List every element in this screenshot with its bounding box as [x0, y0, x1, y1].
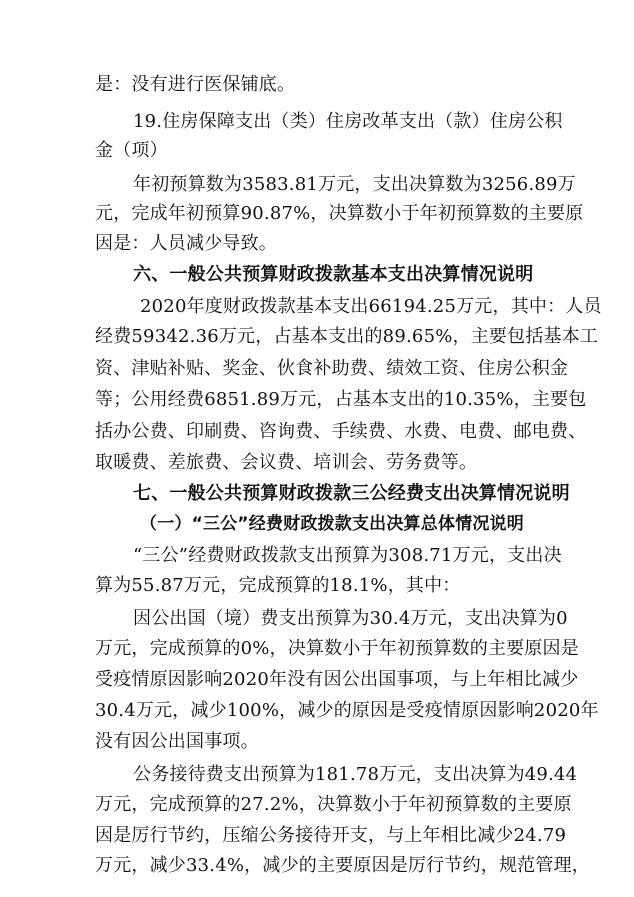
- text-line-24: 万元，完成预算的27.2%，决算数小于年初预算数的主要原: [95, 794, 572, 815]
- text-line-10: 资、津贴补贴、奖金、伙食补助费、绩效工资、住房公积金: [95, 358, 569, 379]
- text-line-21: 30.4万元，减少100%，减少的原因是受疫情原因影响2020年: [95, 700, 599, 721]
- text-line-12: 括办公费、印刷费、咨询费、手续费、水费、电费、邮电费、: [95, 421, 587, 442]
- text-line-26: 万元，减少33.4%，减少的主要原因是厉行节约，规范管理，: [95, 855, 590, 876]
- section-heading-7: 七、一般公共预算财政拨款三公经费支出决算情况说明: [133, 483, 570, 504]
- text-line-6: 因是：人员减少导致。: [95, 233, 277, 254]
- text-line-8: 2020年度财政拨款基本支出66194.25万元，其中：人员: [140, 296, 602, 317]
- text-line-22: 没有因公出国事项。: [95, 731, 259, 752]
- subsection-heading-1: （一）“三公”经费财政拨款支出决算总体情况说明: [140, 514, 524, 534]
- text-line-23: 公务接待费支出预算为181.78万元，支出决算为49.44: [133, 764, 578, 785]
- text-line-4: 年初预算数为3583.81万元，支出决算数为3256.89万: [133, 174, 576, 195]
- text-line-25: 因是厉行节约，压缩公务接待开支，与上年相比减少24.79: [95, 825, 567, 846]
- text-line-11: 等；公用经费6851.89万元，占基本支出的10.35%，主要包: [95, 389, 587, 410]
- text-line-5: 元，完成年初预算90.87%，决算数小于年初预算数的主要原: [95, 203, 584, 224]
- text-line-19: 万元，完成预算的0%，决算数小于年初预算数的主要原因是: [95, 638, 579, 659]
- text-line-13: 取暖费、差旅费、会议费、培训会、劳务费等。: [95, 452, 478, 473]
- text-line-3: 金（项）: [95, 140, 168, 161]
- text-line-16: “三公”经费财政拨款支出预算为308.71万元，支出决: [133, 545, 562, 566]
- text-line-18: 因公出国（境）费支出预算为30.4万元，支出决算为0: [133, 608, 568, 629]
- text-line-9: 经费59342.36万元，占基本支出的89.65%，主要包括基本工: [95, 326, 599, 347]
- section-heading-6: 六、一般公共预算财政拨款基本支出决算情况说明: [133, 264, 534, 285]
- text-line-2: 19.住房保障支出（类）住房改革支出（款）住房公积: [133, 111, 563, 132]
- text-line-17: 算为55.87万元，完成预算的18.1%，其中：: [95, 575, 461, 596]
- text-line-1: 是：没有进行医保铺底。: [95, 74, 296, 95]
- text-line-20: 受疫情原因影响2020年没有因公出国事项，与上年相比减少: [95, 669, 579, 690]
